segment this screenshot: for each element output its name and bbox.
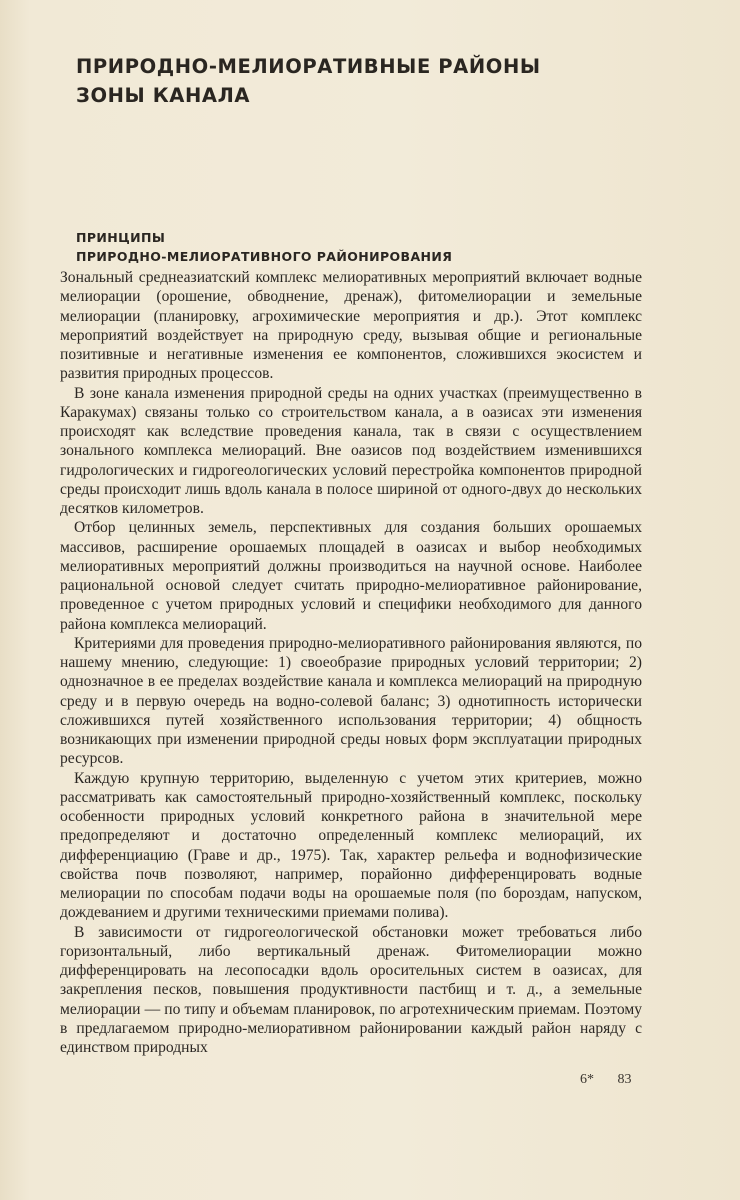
body-text: [60, 268, 642, 1057]
section-title: [76, 228, 636, 266]
paragraph-1: Зональный среднеазиатский комплекс мелиоративных мероприятий включает водные мелиорации (орошение, обводнение, дренаж), фитомелиорации и земельные мелиорации (планировку, агрохимические мероприятия и др.). Этот комплекс мероприятий воздействует на природную среду, вызывая общие и региональные позитивные и негативные изменения ее компонентов, сложившихся экосистем и развития природных процессов.: [60, 269, 642, 383]
chapter-title-line-1: ПРИРОДНО-МЕЛИОРАТИВНЫЕ РАЙОНЫ: [76, 55, 541, 78]
paragraph-4: Критериями для проведения природно-мелиоративного районирования являются, по нашему мнению, следующие: 1) своеобразие природных условий территории; 2) однозначное в ее пределах воздействие канала и комплекса мелиораций на природную среду и в первую очередь на водно-солевой баланс; 3) однотипность исторически сложившихся путей хозяйственного использования территории; 4) общность возникающих при изменении природной среды новых форм эксплуатации природных ресурсов.: [60, 634, 642, 768]
section-title-line-2: ПРИРОДНО-МЕЛИОРАТИВНОГО РАЙОНИРОВАНИЯ: [76, 249, 453, 264]
paragraph-5: Каждую крупную территорию, выделенную с учетом этих критериев, можно рассматривать как самостоятельный природно-хозяйственный комплекс, поскольку особенности природных условий конкретного района в значительной мере предопределяют и достаточно определенный комплекс мелиораций, их дифференциацию (Граве и др., 1975). Так, характер рельефа и воднофизические свойства почв позволяют, например, порайонно дифференцировать водные мелиорации по способам подачи воды на орошаемые поля (по бороздам, напуском, дождеванием и другими техническими приемами полива).: [60, 769, 642, 922]
chapter-title: [76, 52, 636, 110]
chapter-title-line-2: ЗОНЫ КАНАЛА: [76, 84, 251, 107]
signature-mark: 6*: [580, 1072, 594, 1087]
paragraph-2: В зоне канала изменения природной среды на одних участках (преимущественно в Каракумах) связаны только со строительством канала, а в оазисах эти изменения происходят как вследствие проведения канала, так в связи с осуществлением зонального комплекса мелиораций. Вне оазисов под воздействием изменившихся гидрологических и гидрогеологических условий перестройка компонентов природной среды происходит лишь вдоль канала в полосе шириной от одного-двух до нескольких десятков километров.: [60, 384, 642, 517]
paragraph-3: Отбор целинных земель, перспективных для создания больших орошаемых массивов, расширение орошаемых площадей в оазисах и выбор необходимых мелиоративных мероприятий должны производиться на научной основе. Наиболее рациональной основой следует считать природно-мелиоративное районирование, проведенное с учетом природных условий и специфики необходимого для данного района комплекса мелиораций.: [60, 519, 642, 633]
page-number: 83: [617, 1072, 632, 1087]
section-title-line-1: ПРИНЦИПЫ: [76, 230, 166, 245]
paragraph-6: В зависимости от гидрогеологической обстановки может требоваться либо горизонтальный, либо вертикальный дренаж. Фитомелиорации можно дифференцировать на лесопосадки вдоль оросительных систем в оазисах, для закрепления песков, повышения продуктивности пастбищ и т. д., а земельные мелиорации — по типу и объемам планировок, по агротехническим приемам. Поэтому в предлагаемом природно-мелиоративном районировании каждый район наряду с единством природных: [60, 923, 642, 1056]
page-footer: [580, 1072, 632, 1088]
